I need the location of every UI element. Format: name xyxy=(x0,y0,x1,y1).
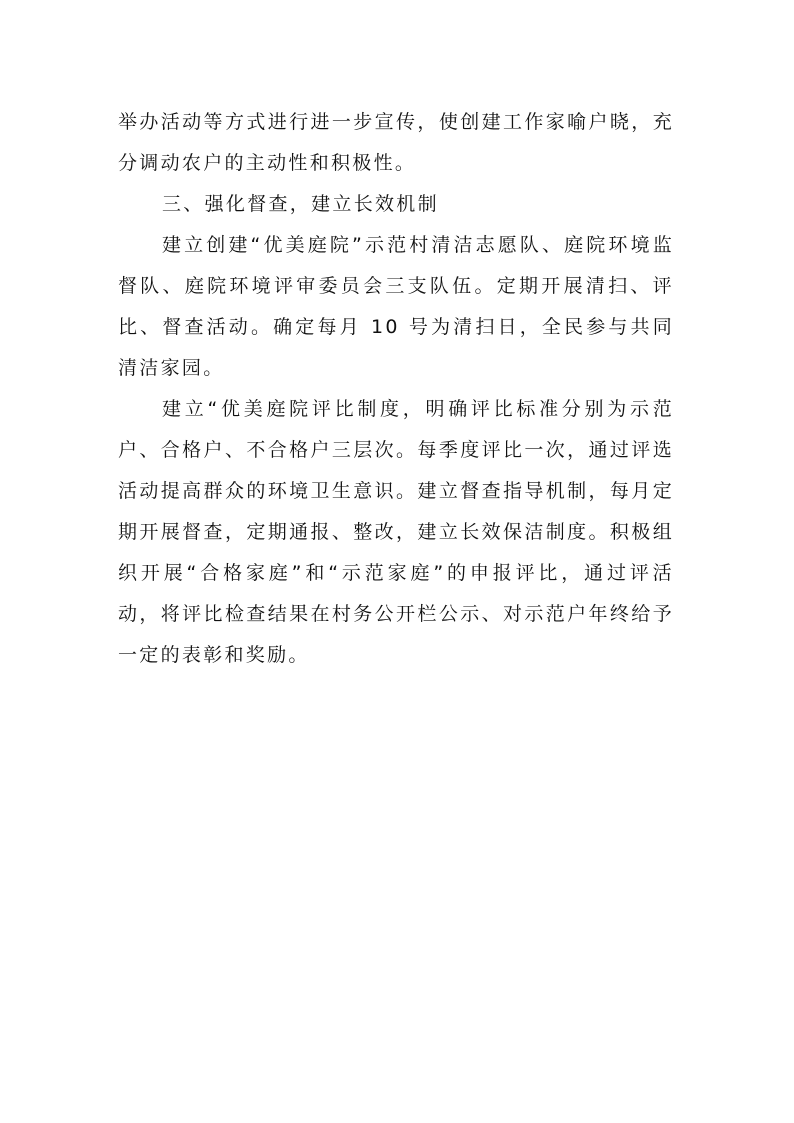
section-heading: 三、强化督查，建立长效机制 xyxy=(162,193,439,215)
paragraph-evaluation-system: 建立“优美庭院评比制度，明确评比标准分别为示范户、合格户、不合格户三层次。每季度评比一次，通过评选活动提高群众的环境卫生意识。建立督查指导机制，每月定期开展督查，定期通报、整改，建立长效保洁制度。积极组织开展“合格家庭”和“示范家庭”的申报评比，通过评活动，将评比检查结果在村务公开栏公示、对示范户年终给予一定的表彰和奖励。 xyxy=(118,398,674,666)
paragraph-volunteer-teams: 建立创建“优美庭院”示范村清洁志愿队、庭院环境监督队、庭院环境评审委员会三支队伍。定期开展清扫、评比、督查活动。确定每月 10 号为清扫日，全民参与共同清洁家园。 xyxy=(118,234,674,379)
paragraph-continuation: 举办活动等方式进行进一步宣传，使创建工作家喻户晓，充分调动农户的主动性和积极性。 xyxy=(118,111,674,174)
document-body xyxy=(118,102,674,676)
